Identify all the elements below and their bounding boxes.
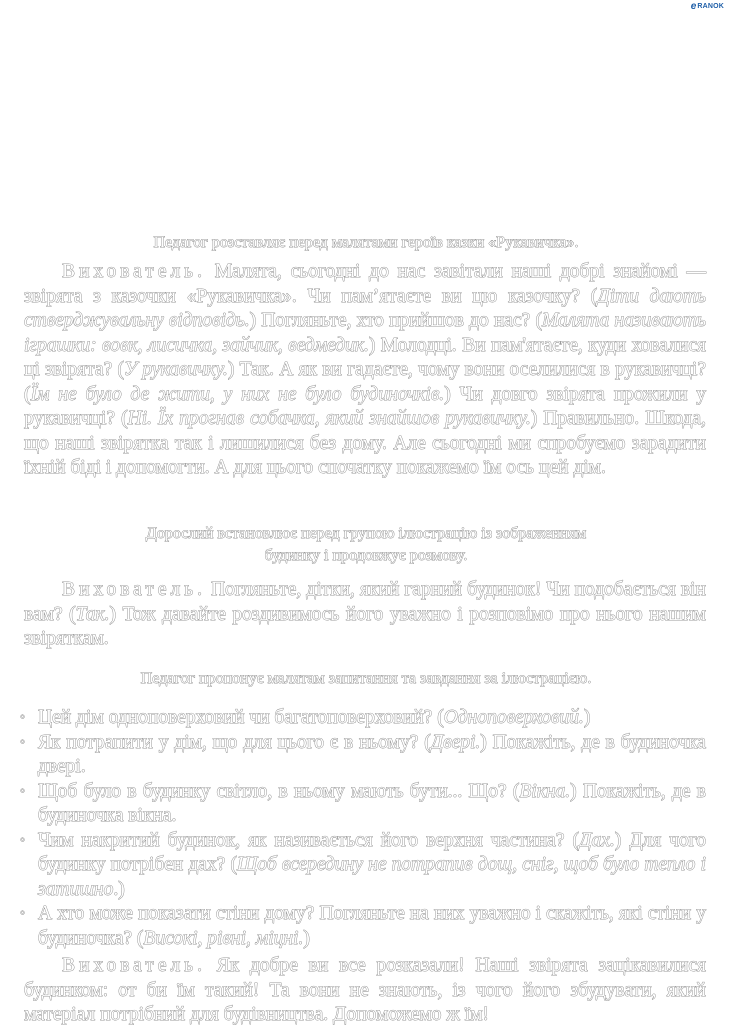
bullet-icon: ◦ <box>20 832 25 848</box>
question-text: ) Для чого будинку потрібен дах? ( <box>38 829 706 875</box>
para1-text-3: ) Молодці. Ви пам'ятаєте, куди ховалися ці звірята? ( <box>24 334 706 380</box>
question-text: А хто може показати стіни дому? Погляньте на них уважно і скажіть, які стіни у будиночка? ( <box>38 903 706 949</box>
paragraph-1 <box>24 260 706 481</box>
logo-mark: e <box>690 1 697 12</box>
paragraph-2 <box>24 578 706 652</box>
para3-text-1: Як добре ви все розказали! Наші звірята зацікавилися будинком: от би їм такий! Та вони не знають, із чого його збудувати, який матеріал потрібний для будівництва. Допоможемо ж їм! <box>24 955 706 1025</box>
question-item-2 <box>20 731 706 780</box>
question-text: ) <box>583 707 591 728</box>
para1-italic-3: У рукавичку. <box>123 359 228 380</box>
stage-note-3: Педагог пропонує малятам запитання та завдання за ілюстрацією. <box>140 670 592 687</box>
para1-italic-5: Ні. Їх прогнав собачка, який знайшов рукавичку. <box>127 408 531 429</box>
para1-text-6: ) Правильно. Шкода, що наші звірятка так і лишилися без дому. Але сьогодні ми спробуємо зарадити їхній біді і допомогти. А для цього спочатку покажемо їм ось цей дім. <box>24 408 706 478</box>
speaker-label: Вихователь. <box>62 579 206 600</box>
question-answer: Одноповерховий. <box>443 707 584 728</box>
question-text: ) Покажіть, де в будиночка вікна. <box>38 780 707 826</box>
para1-text-1: Малята, сьогодні до нас завітали наші добрі знайомі — звірята з казочки «Рукавичка». Чи пам’ятаєте ви цю казочку? ( <box>24 261 706 307</box>
bullet-icon: ◦ <box>20 783 25 799</box>
question-answer: Високі, рівні, міцні. <box>143 927 304 949</box>
question-answer: Дах. <box>579 829 615 851</box>
stage-note-1: Педагог розставляє перед малятами героїв казки «Рукавичка». <box>153 234 579 251</box>
question-answer: Вікна. <box>519 780 571 802</box>
stage-note-2-line-2: будинку і продовжує розмову. <box>264 547 468 564</box>
question-text: .) <box>113 878 125 900</box>
question-item-3 <box>20 780 707 829</box>
bullet-icon: ◦ <box>20 734 25 750</box>
question-text: ) Покажіть, де в будиночка двері. <box>38 731 706 777</box>
para1-text-5: ) Чи довго звірята прожили у рукавичці? ( <box>24 383 706 429</box>
para1-italic-1: Діти дають стверджувальну відповідь. <box>24 285 706 331</box>
question-text: Як потрапити у дім, що для цього є в ньому? ( <box>38 731 431 753</box>
question-item-5 <box>20 902 706 951</box>
question-item-1 <box>20 706 706 731</box>
question-text: Цей дім одноповерховий чи багатоповерховий? ( <box>38 707 444 728</box>
bullet-icon: ◦ <box>20 906 25 921</box>
para2-text-2: ) Тож давайте роздивимось його уважно і розповімо про нього нашим звіряткам. <box>24 603 706 649</box>
speaker-label: Вихователь. <box>62 955 206 976</box>
stage-note-2-line-1: Дорослий встановлює перед групою ілюстрацію із зображенням <box>145 525 587 542</box>
stage-note-2 <box>0 523 732 567</box>
question-item-4 <box>20 829 706 903</box>
question-answer: Щоб всередину не потрапив дощ, сніг, щоб було тепло і затишно <box>38 854 706 900</box>
para1-text-4: ) Так. А як ви гадаєте, чому вони оселилися в рукавичці? ( <box>24 359 706 405</box>
question-answer: Двері. <box>430 731 481 753</box>
speaker-label: Вихователь. <box>62 261 206 282</box>
question-list <box>20 706 707 951</box>
paragraph-3 <box>24 954 706 1028</box>
publisher-logo <box>691 1 724 12</box>
para1-italic-4: Їм не було де жити, у них не було будиночків. <box>30 383 445 405</box>
bullet-icon: ◦ <box>20 710 25 725</box>
question-text: Щоб було в будинку світло, в ньому мають бути... Що? ( <box>38 780 520 802</box>
para1-text-2: ) Погляньте, хто прийшов до нас? ( <box>249 310 542 331</box>
para2-italic-1: Так. <box>75 603 110 625</box>
logo-text: RANOK <box>697 3 724 10</box>
para1-italic-2: Малята називають іграшки: вовк, лисичка, зайчик, ведмедик. <box>24 310 706 356</box>
para2-text-1: Погляньте, дітки, який гарний будинок! Чи подобається він вам? ( <box>24 579 706 625</box>
question-text: ) <box>303 927 310 949</box>
question-text: Чим накритий будинок, як називається його верхня частина? ( <box>38 829 580 851</box>
